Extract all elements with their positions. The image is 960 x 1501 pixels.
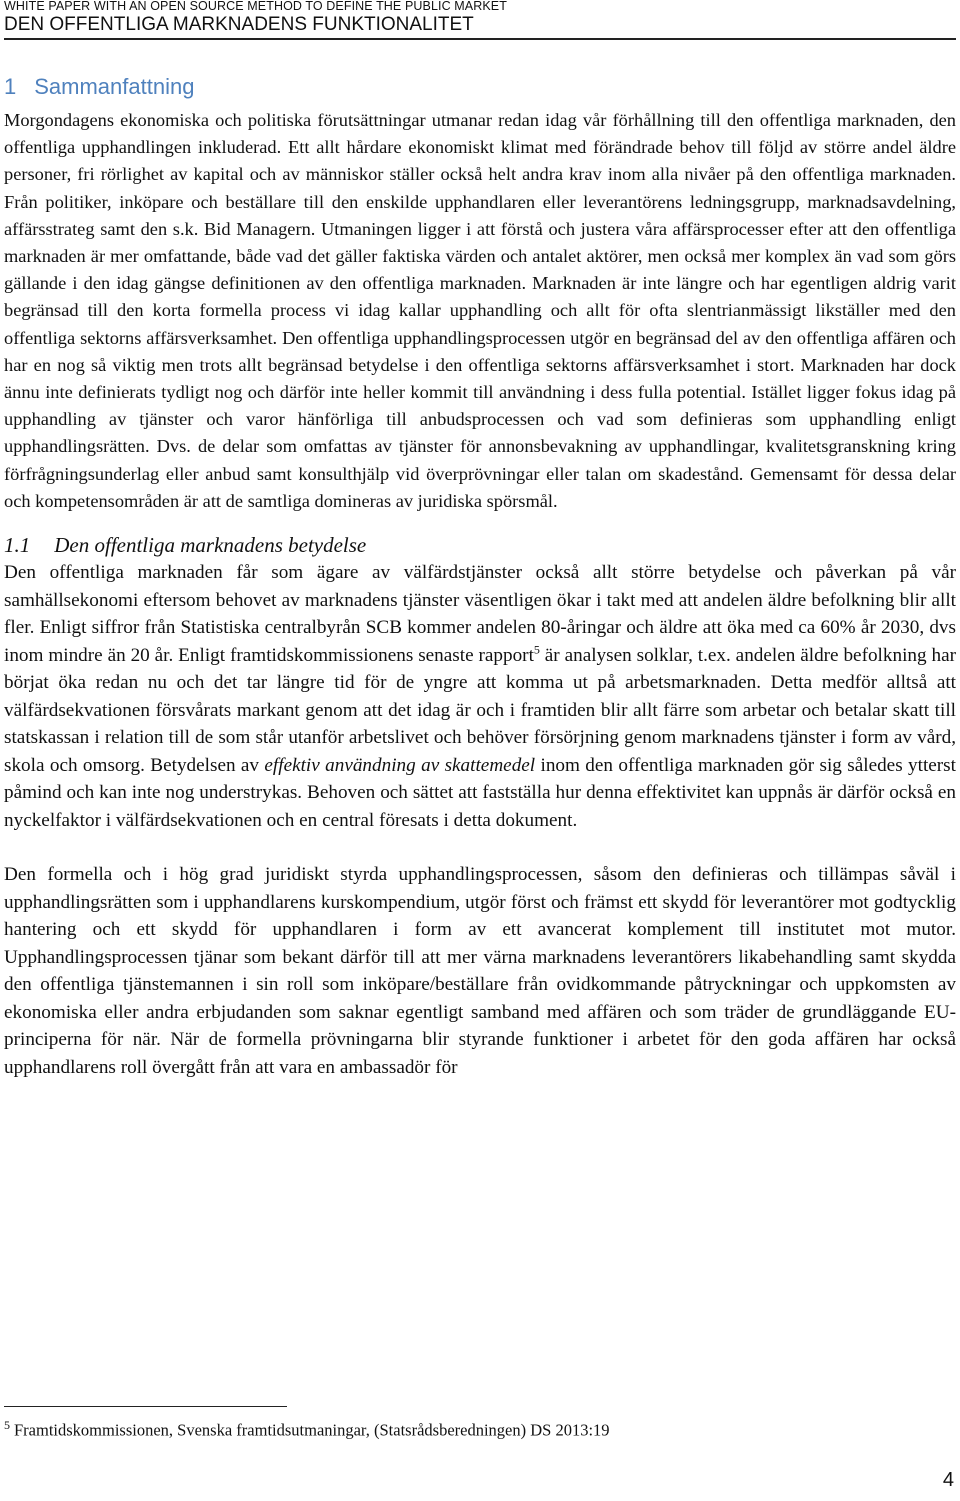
paragraph-text: är analysen solklar, t.ex. andelen äldre befolkning har börjat öka redan nu och det tar längre tid för de yngre att komma ut på arbetsmarknaden. Detta medför alltså att välfärdsekvationen försvårats markant genom att det idag är och i framtiden blir allt färre som arbetar och betalar skatt till statskassan i relation till de som står utanför arbetslivet och behöver försörjning genom marknadens tjänster i form av vård, skola och omsorg. Betydelsen av	[4, 644, 956, 776]
section-title: Sammanfattning	[34, 74, 195, 99]
body-content	[4, 72, 956, 1081]
emphasized-text: effektiv användning av skattemedel	[264, 754, 536, 776]
body-paragraph: Den formella och i hög grad juridiskt styrda upphandlingsprocessen, såsom den definieras och tillämpas såväl i upphandlingsrätten som i upphandlarens kurskompendium, utgör först och främst ett skydd för leverantörer mot godtycklig hantering och ett skydd för upphandlaren i form av ett avancerat komplement till institutet mot mutor. Upphandlingsprocessen tjänar som bekant därför till att mer värna marknadens leverantörers likabehandling samt skydda den offentliga tjänstemannen i sin roll som inköpare/beställare från ovidkommande påtryckningar och uppkomsten av ekonomiska eller andra erbjudanden som saknar egentligt samband med affären och som träder de grundläggande EU-principerna för när. När de formella prövningarna blir styrande funktioner i arbetet för den goda affären har också upphandlarens roll övergått från att vara en ambassadör för	[4, 864, 956, 1078]
footnote-rule	[4, 1406, 287, 1407]
body-paragraph	[4, 559, 956, 834]
footnote-number: 5	[4, 1418, 10, 1432]
footnote	[4, 1414, 610, 1442]
header-title: DEN OFFENTLIGA MARKNADENS FUNKTIONALITET	[4, 14, 474, 35]
subsection-title: Den offentliga marknadens betydelse	[54, 533, 367, 558]
subsection-number: 1.1	[4, 533, 31, 558]
summary-paragraph: Morgondagens ekonomiska och politiska förutsättningar utmanar redan idag vår förhållning till den offentliga marknaden, den offentliga upphandlingen inkluderad. Ett allt hårdare ekonomiskt klimat med förändrade behov till följd av större andel äldre personer, fri rörlighet av kapital och av människor ställer också helt andra krav inom alla nivåer på den offentliga marknaden. Från politiker, inköpare och beställare till den enskilde upphandlaren eller leverantörens ledningsgrupp, marknadsavdelning, affärsstrateg samt den s.k. Bid Managern. Utmaningen ligger i att förstå och justera våra affärsprocesser efter att den offentliga marknaden är mer omfattande, både vad det gäller faktiska värden och antalet aktörer, men också mer komplex än vad som görs gällande i den idag gängse definitionen av den offentliga marknaden. Marknaden är inte längre och har egentligen aldrig varit begränsad till den korta formella process vi idag kallar upphandling och allt för ofta slentrianmässigt likställer med den offentliga sektorns affärsverksamhet. Den offentliga upphandlingsprocessen utgör en begränsad del av den offentliga affären och har en nog så viktig men trots allt begränsad betydelse i den offentliga sektorns affärsverksamhet i stort. Marknaden har dock ännu inte definierats tydligt nog och därför inte heller kommit till användning i dess fulla potential. Istället ligger fokus idag på upphandling av tjänster och varor hänförliga till anbudsprocessen och vad som definieras som upphandling enligt upphandlingsrätten. Dvs. de delar som omfattas av tjänster för annonsbevakning av upphandlingar, kvalitetsgranskning kring förfrågningsunderlag eller anbud samt konsulthjälp vid överprövningar eller talan om skadestånd. Gemensamt för dessa delar och kompetensområden är att de samtliga domineras av juridiska spörsmål.	[4, 110, 956, 511]
header-subtitle: WHITE PAPER WITH AN OPEN SOURCE METHOD TO DEFINE THE PUBLIC MARKET	[4, 0, 507, 13]
subsection-heading	[4, 531, 956, 559]
section-number: 1	[4, 74, 17, 99]
paragraph-text: inom den offentliga marknaden gör sig således ytterst påmind och kan inte nog understrykas. Behoven och sättet att fastställa hur denna effektivitet kan uppnås är därför också en nyckelfaktor i välfärdsekvationen och en central föresats i detta dokument.	[4, 754, 956, 831]
page-number: 4	[942, 1469, 954, 1491]
section-heading	[4, 72, 956, 102]
paragraph-text: Den offentliga marknaden får som ägare av välfärdstjänster också allt större betydelse och påverkan på vår samhällsekonomi eftersom behovet av marknadens tjänster väsentligen ökar i takt med att andelen äldre befolkning blir allt fler. Enligt siffror från Statistiska centralbyrån SCB kommer andelen 80-åringar och äldre att öka med ca 60% år 2030, dvs inom mindre än 20 år. Enligt framtidskommissionens senaste rapport	[4, 562, 956, 666]
footnote-text: Framtidskommissionen, Svenska framtidsutmaningar, (Statsrådsberedningen) DS 2013:19	[14, 1420, 610, 1440]
header-rule	[4, 38, 956, 40]
footnote-reference: 5	[533, 642, 540, 657]
